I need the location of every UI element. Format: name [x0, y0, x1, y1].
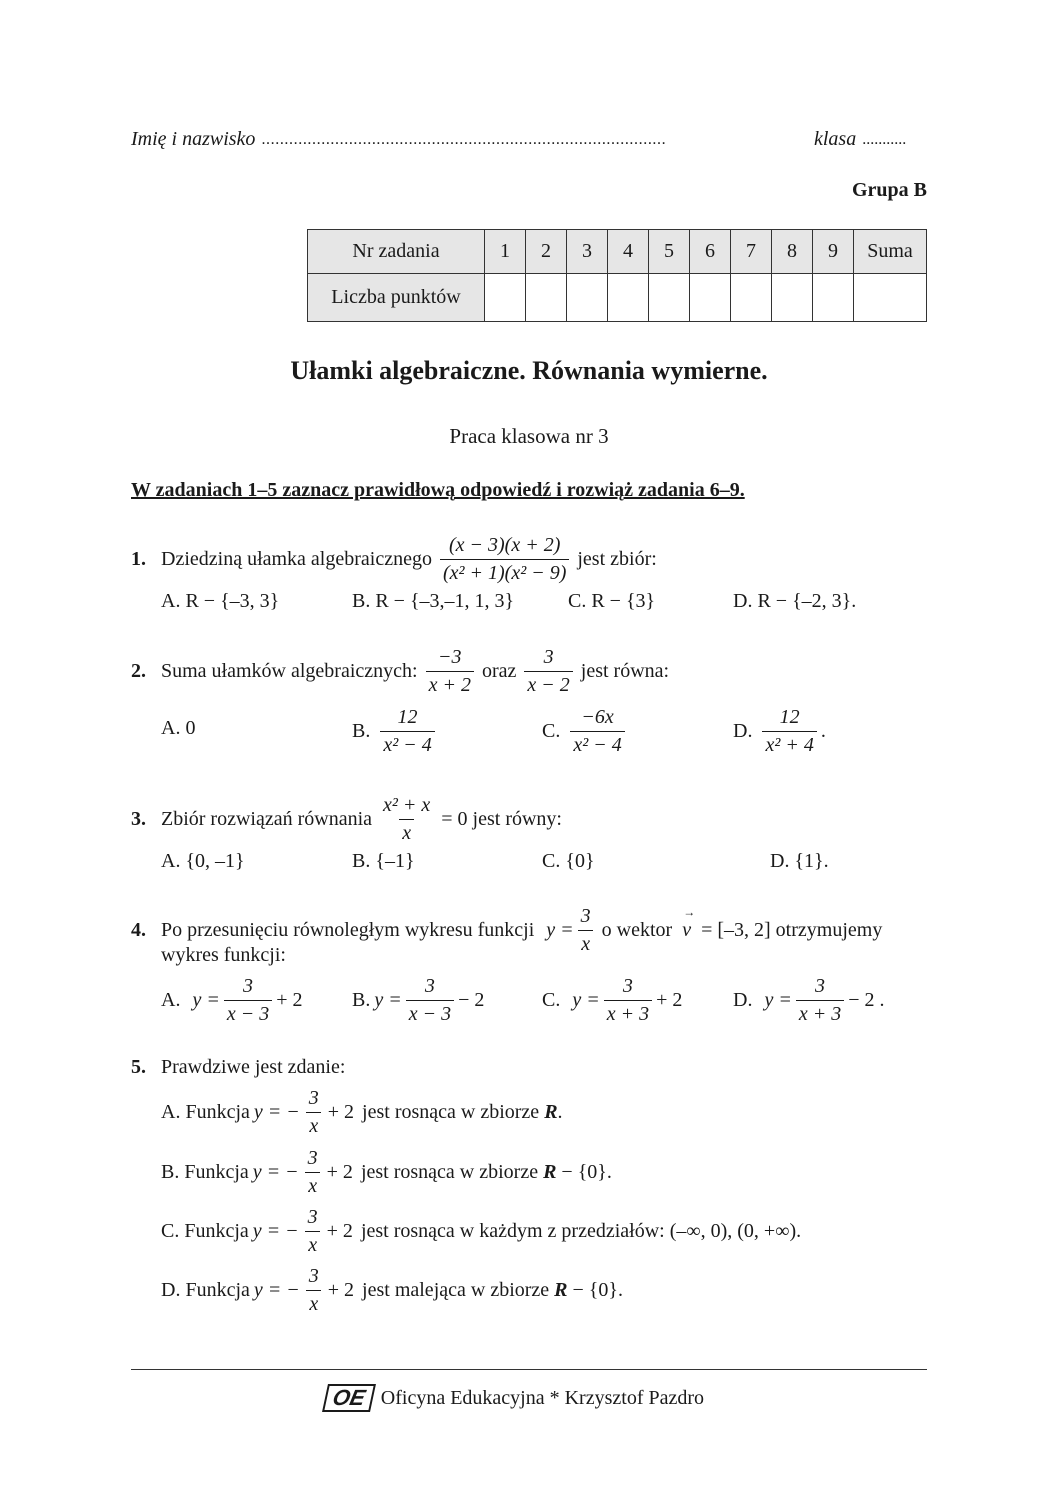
question-3 [131, 793, 562, 845]
equation-lhs: y = − [253, 1278, 300, 1301]
points-cell[interactable] [649, 274, 690, 322]
function-constant: + 2 [326, 1219, 353, 1242]
option-tail: + 2 [276, 988, 303, 1011]
points-cell[interactable] [485, 274, 526, 322]
question-number: 2. [131, 659, 146, 682]
q5-option-c[interactable] [161, 1205, 801, 1257]
set-symbol: R [543, 1160, 557, 1183]
score-col: 3 [567, 230, 608, 274]
fraction-numerator: −3 [438, 645, 462, 668]
vector-symbol: v [682, 918, 692, 941]
fraction-numerator: (x − 3)(x + 2) [448, 533, 561, 556]
fraction [306, 1265, 322, 1316]
question-text: = [–3, 2] otrzymujemy [701, 918, 883, 941]
fraction [380, 794, 433, 845]
q2-option-b[interactable] [352, 705, 439, 757]
q4-option-b[interactable] [352, 974, 484, 1026]
equation-lhs: y = [374, 988, 402, 1011]
question-1 [131, 533, 657, 585]
fraction [406, 975, 454, 1026]
option-tail: + 2 [656, 988, 683, 1011]
question-number: 4. [131, 918, 146, 941]
logo-text: OE [330, 1385, 368, 1410]
option-label: D. [733, 988, 753, 1011]
q2-option-d[interactable] [733, 705, 826, 757]
option-label: A. Funkcja [161, 1100, 250, 1123]
option-tail: − 2 . [848, 988, 885, 1011]
q1-option-a[interactable]: A. R − {–3, 3} [161, 590, 280, 612]
fraction-denominator: x² − 4 [380, 731, 434, 757]
fraction [426, 646, 474, 697]
fraction-denominator: x² + 4 [762, 731, 816, 757]
option-text: jest rosnąca w zbiorze [360, 1160, 539, 1183]
question-text: Prawdziwe jest zdanie: [161, 1056, 346, 1078]
set-symbol: R [554, 1278, 568, 1301]
q4-option-a[interactable] [161, 974, 302, 1026]
score-col: 6 [690, 230, 731, 274]
equation-lhs: y = − [253, 1100, 300, 1123]
score-table-header-row [308, 230, 927, 274]
score-col: 2 [526, 230, 567, 274]
option-label: D. Funkcja [161, 1278, 250, 1301]
fraction [305, 1206, 321, 1257]
fraction-numerator: 3 [243, 974, 254, 997]
points-cell[interactable] [772, 274, 813, 322]
fraction-denominator: x [306, 1112, 321, 1138]
name-label: Imię i nazwisko [131, 128, 256, 150]
question-2 [131, 645, 669, 697]
points-row-label: Liczba punktów [308, 274, 485, 322]
option-end: . [557, 1100, 563, 1123]
points-cell[interactable] [854, 274, 927, 322]
score-col: 7 [731, 230, 772, 274]
q3-option-a[interactable]: A. {0, –1} [161, 850, 245, 872]
points-cell[interactable] [608, 274, 649, 322]
q5-option-b[interactable] [161, 1146, 612, 1198]
score-table [307, 229, 927, 322]
option-label: B. [352, 988, 371, 1011]
fraction-numerator: 3 [308, 1264, 319, 1287]
score-col: 5 [649, 230, 690, 274]
fraction-numerator: 3 [307, 1205, 318, 1228]
q1-option-b[interactable]: B. R − {–3,–1, 1, 3} [352, 590, 515, 612]
question-text: oraz [481, 659, 517, 682]
option-end: − {0}. [567, 1278, 623, 1301]
q2-option-a[interactable]: A. 0 [161, 717, 196, 739]
set-symbol: R [544, 1100, 558, 1123]
option-end: . [820, 719, 826, 742]
question-number: 3. [131, 807, 146, 830]
option-text: jest malejąca w zbiorze [362, 1278, 550, 1301]
fraction-numerator: 3 [307, 1146, 318, 1169]
score-header-label: Nr zadania [308, 230, 485, 274]
q3-option-b[interactable]: B. {–1} [352, 850, 415, 872]
equation-lhs: y = [572, 988, 600, 1011]
option-label: C. [542, 719, 561, 742]
question-text: Suma ułamków algebraicznych: [161, 659, 418, 682]
question-text: Zbiór rozwiązań równania [161, 807, 373, 830]
q5-option-a[interactable] [161, 1086, 563, 1138]
score-col: 8 [772, 230, 813, 274]
class-line [814, 128, 906, 151]
footer [325, 1384, 704, 1412]
function-constant: + 2 [327, 1278, 355, 1301]
vector [682, 904, 696, 942]
question-5 [131, 1056, 345, 1079]
fraction-denominator: x + 2 [426, 671, 474, 697]
score-table-points-row [308, 274, 927, 322]
fraction-numerator: 3 [543, 645, 554, 668]
fraction-numerator: 3 [424, 974, 435, 997]
fraction [578, 905, 594, 956]
fraction-numerator: 3 [580, 904, 591, 927]
points-cell[interactable] [731, 274, 772, 322]
option-label: C. Funkcja [161, 1219, 249, 1242]
fraction [380, 706, 434, 757]
option-text: jest rosnąca w zbiorze [362, 1100, 540, 1123]
fraction-denominator: x² − 4 [570, 731, 624, 757]
publisher-logo [322, 1384, 376, 1412]
option-text: jest rosnąca w każdym z przedziałów: (–∞, 0), (0, +∞). [360, 1219, 802, 1242]
fraction-denominator: x [578, 930, 593, 956]
score-col: 1 [485, 230, 526, 274]
vector-arrow-icon: → [683, 904, 696, 919]
option-end: − {0}. [556, 1160, 612, 1183]
name-line [131, 128, 666, 151]
question-number: 1. [131, 547, 146, 570]
question-text: jest zbiór: [577, 547, 657, 570]
q3-option-d[interactable]: D. {1}. [770, 850, 829, 872]
fraction-denominator: x − 3 [406, 1000, 454, 1026]
fraction-denominator: x [305, 1172, 320, 1198]
fraction-denominator: x − 2 [524, 671, 572, 697]
question-text: wykres funkcji: [161, 944, 286, 966]
q4-option-d[interactable] [733, 974, 884, 1026]
name-dots[interactable]: ........................................................................................ [261, 130, 667, 148]
points-cell[interactable] [690, 274, 731, 322]
question-number: 5. [131, 1056, 146, 1078]
question-text: Po przesunięciu równoległym wykresu funkcji [161, 918, 535, 941]
fraction-denominator: x − 3 [224, 1000, 272, 1026]
question-text: = 0 jest równy: [441, 807, 562, 830]
q1-option-d[interactable]: D. R − {–2, 3}. [733, 590, 857, 612]
fraction-numerator: −6x [581, 705, 614, 728]
class-label: klasa [814, 128, 857, 150]
fraction-numerator: 12 [397, 705, 418, 728]
score-col: 4 [608, 230, 649, 274]
equation-lhs: y = [192, 988, 220, 1011]
question-text: jest równa: [580, 659, 670, 682]
page-title: Ułamki algebraiczne. Równania wymierne. [290, 356, 768, 385]
function-constant: + 2 [326, 1160, 353, 1183]
q2-option-c[interactable] [542, 705, 629, 757]
question-text: o wektor [601, 918, 673, 941]
points-cell[interactable] [813, 274, 854, 322]
fraction-numerator: 3 [308, 1086, 319, 1109]
option-label: C. [542, 988, 561, 1011]
score-col: 9 [813, 230, 854, 274]
publisher-name: Oficyna Edukacyjna * Krzysztof Pazdro [380, 1386, 705, 1409]
option-label: B. [352, 719, 371, 742]
points-cell[interactable] [567, 274, 608, 322]
fraction-numerator: 12 [779, 705, 800, 728]
score-col: Suma [854, 230, 927, 274]
fraction [796, 975, 844, 1026]
fraction-denominator: x [306, 1290, 321, 1316]
fraction-numerator: 3 [815, 974, 826, 997]
equation-lhs: y = − [252, 1219, 299, 1242]
function-constant: + 2 [327, 1100, 355, 1123]
page-subtitle: Praca klasowa nr 3 [449, 424, 609, 448]
fraction-numerator: x² + x [383, 793, 431, 816]
fraction-denominator: x + 3 [604, 1000, 652, 1026]
fraction-denominator: (x² + 1)(x² − 9) [440, 559, 569, 585]
q4-option-c[interactable] [542, 974, 682, 1026]
fraction [305, 1147, 321, 1198]
fraction [224, 975, 272, 1026]
q5-option-d[interactable] [161, 1264, 623, 1316]
q3-option-c[interactable]: C. {0} [542, 850, 595, 872]
fraction-numerator: 3 [622, 974, 633, 997]
equation-lhs: y = [764, 988, 792, 1011]
equation-lhs: y = − [252, 1160, 299, 1183]
footer-divider [131, 1369, 927, 1370]
fraction [306, 1087, 322, 1138]
fraction-denominator: x + 3 [796, 1000, 844, 1026]
fraction-denominator: x [399, 819, 414, 845]
fraction [604, 975, 652, 1026]
option-label: D. [733, 719, 753, 742]
fraction [570, 706, 624, 757]
fraction-denominator: x [305, 1231, 320, 1257]
option-tail: − 2 [458, 988, 485, 1011]
equation-lhs: y = [546, 918, 574, 941]
class-dots[interactable]: ........... [862, 130, 907, 148]
points-cell[interactable] [526, 274, 567, 322]
fraction [524, 646, 572, 697]
fraction [762, 706, 816, 757]
option-label: B. Funkcja [161, 1160, 249, 1183]
option-label: A. [161, 988, 181, 1011]
q1-option-c[interactable]: C. R − {3} [568, 590, 656, 612]
question-text: Dziedziną ułamka algebraicznego [161, 547, 432, 570]
group-label: Grupa B [851, 179, 927, 201]
instruction: W zadaniach 1–5 zaznacz prawidłową odpowiedź i rozwiąż zadania 6–9. [131, 479, 745, 501]
fraction [440, 534, 569, 585]
